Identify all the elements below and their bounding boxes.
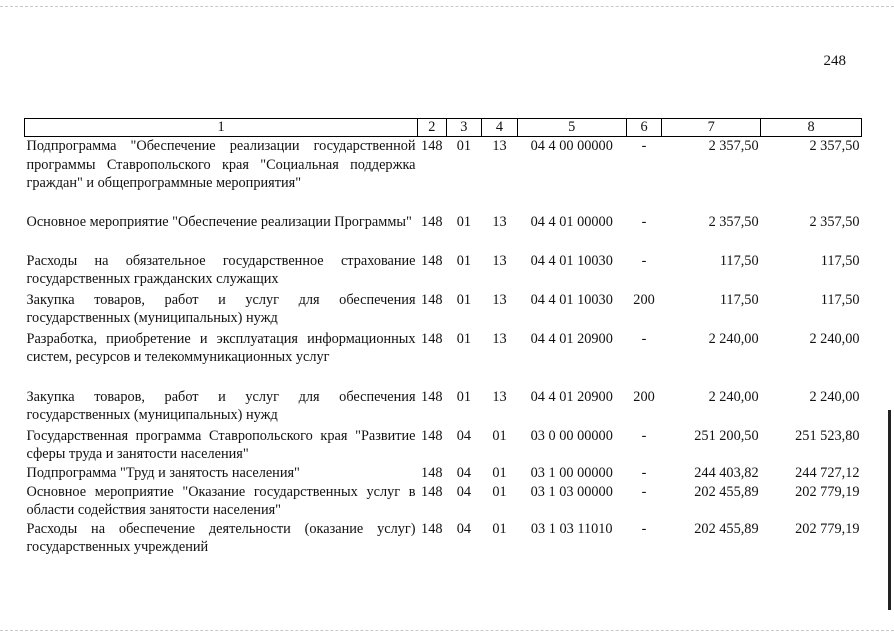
admin-code: 148 — [421, 464, 443, 481]
amount-col8: 202 779,19 — [795, 520, 860, 537]
column-header: 3 — [446, 119, 482, 137]
table-row — [25, 427, 862, 464]
table-row — [25, 483, 862, 520]
amount-col7: 244 403,82 — [694, 464, 759, 481]
admin-code: 148 — [421, 483, 443, 500]
expense-type-code: - — [641, 330, 647, 347]
page-number: 248 — [823, 53, 846, 69]
row-name: Подпрограмма "Труд и занятость населения" — [26, 464, 300, 481]
expense-type-code: - — [641, 138, 647, 154]
target-article-code: 04 4 01 10030 — [530, 252, 613, 269]
target-article-code: 04 4 00 00000 — [530, 138, 613, 154]
row-name: Государственная программа Ставропольского края "Развитие сферы труда и занятости населения" — [26, 427, 416, 463]
admin-code: 148 — [421, 213, 443, 230]
amount-col7: 2 240,00 — [708, 388, 759, 405]
admin-code: 148 — [421, 252, 443, 269]
header-row — [25, 119, 862, 137]
subsection-code: 13 — [492, 252, 507, 269]
subsection-code: 13 — [492, 388, 507, 405]
expense-type-code: - — [641, 213, 647, 230]
subsection-code: 01 — [492, 464, 507, 481]
bottom-scan-edge — [0, 630, 894, 631]
section-code: 01 — [456, 330, 471, 347]
amount-col7: 202 455,89 — [694, 520, 759, 537]
subsection-code: 13 — [492, 330, 507, 347]
row-name: Закупка товаров, работ и услуг для обеспечения государственных (муниципальных) нужд — [26, 388, 416, 424]
subsection-code: 13 — [492, 138, 507, 154]
subsection-code: 13 — [492, 213, 507, 230]
table-row — [25, 137, 862, 213]
section-code: 01 — [456, 138, 471, 154]
amount-col8: 117,50 — [820, 252, 860, 269]
table-row — [25, 388, 862, 427]
row-name: Расходы на обязательное государственное страхование государственных гражданских служащих — [26, 252, 416, 288]
table-row — [25, 464, 862, 483]
column-header: 5 — [517, 119, 626, 137]
budget-table — [24, 118, 862, 558]
section-code: 04 — [456, 520, 471, 537]
expense-type-code: - — [641, 520, 647, 537]
column-header: 4 — [482, 119, 518, 137]
amount-col8: 244 727,12 — [795, 464, 860, 481]
row-name: Основное мероприятие "Обеспечение реализации Программы" — [26, 213, 412, 230]
subsection-code: 01 — [492, 483, 507, 500]
right-scan-edge — [888, 410, 891, 610]
column-header: 1 — [25, 119, 418, 137]
amount-col8: 2 357,50 — [809, 213, 860, 230]
expense-type-code: - — [641, 252, 647, 269]
column-header: 6 — [626, 119, 662, 137]
target-article-code: 03 1 03 00000 — [530, 483, 613, 500]
section-code: 01 — [456, 252, 471, 269]
amount-col7: 117,50 — [719, 291, 759, 308]
table-row — [25, 213, 862, 252]
expense-type-code: 200 — [633, 388, 655, 405]
amount-col8: 117,50 — [820, 291, 860, 308]
expense-type-code: - — [641, 427, 647, 444]
target-article-code: 03 1 03 11010 — [530, 520, 613, 537]
row-name: Расходы на обеспечение деятельности (оказание услуг) государственных учреждений — [26, 520, 416, 556]
amount-col8: 251 523,80 — [795, 427, 860, 444]
amount-col7: 202 455,89 — [694, 483, 759, 500]
amount-col7: 251 200,50 — [694, 427, 759, 444]
amount-col7: 2 357,50 — [708, 213, 759, 230]
admin-code: 148 — [421, 427, 443, 444]
target-article-code: 04 4 01 10030 — [530, 291, 613, 308]
expense-type-code: - — [641, 464, 647, 481]
table-row — [25, 330, 862, 388]
admin-code: 148 — [421, 388, 443, 405]
table-row — [25, 520, 862, 558]
target-article-code: 04 4 01 20900 — [530, 330, 613, 347]
column-header: 8 — [761, 119, 862, 137]
section-code: 04 — [456, 483, 471, 500]
amount-col7: 2 240,00 — [708, 330, 759, 347]
target-article-code: 04 4 01 00000 — [530, 213, 613, 230]
section-code: 01 — [456, 213, 471, 230]
section-code: 04 — [456, 464, 471, 481]
table-row — [25, 291, 862, 330]
admin-code: 148 — [421, 520, 443, 537]
amount-col7: 117,50 — [719, 252, 759, 269]
expense-type-code: 200 — [633, 291, 655, 308]
admin-code: 148 — [421, 291, 443, 308]
section-code: 01 — [456, 388, 471, 405]
section-code: 04 — [456, 427, 471, 444]
amount-col8: 202 779,19 — [795, 483, 860, 500]
target-article-code: 03 1 00 00000 — [530, 464, 613, 481]
row-name: Закупка товаров, работ и услуг для обеспечения государственных (муниципальных) нужд — [26, 291, 416, 327]
expense-type-code: - — [641, 483, 647, 500]
amount-col8: 2 357,50 — [809, 138, 860, 154]
column-header: 7 — [662, 119, 761, 137]
target-article-code: 03 0 00 00000 — [530, 427, 613, 444]
section-code: 01 — [456, 291, 471, 308]
amount-col8: 2 240,00 — [809, 388, 860, 405]
top-scan-edge — [0, 6, 894, 7]
table-row — [25, 252, 862, 291]
column-header: 2 — [418, 119, 447, 137]
target-article-code: 04 4 01 20900 — [530, 388, 613, 405]
row-name: Основное мероприятие "Оказание государственных услуг в области содействия занятости населения" — [26, 483, 416, 519]
amount-col7: 2 357,50 — [708, 138, 759, 154]
admin-code: 148 — [421, 138, 443, 154]
subsection-code: 01 — [492, 427, 507, 444]
subsection-code: 01 — [492, 520, 507, 537]
admin-code: 148 — [421, 330, 443, 347]
amount-col8: 2 240,00 — [809, 330, 860, 347]
row-name: Подпрограмма "Обеспечение реализации государственной программы Ставропольского края "Социальная поддержка граждан" и общепрограммные мероприятия" — [26, 138, 416, 192]
row-name: Разработка, приобретение и эксплуатация информационных систем, ресурсов и телекоммуникационных услуг — [26, 330, 416, 366]
subsection-code: 13 — [492, 291, 507, 308]
